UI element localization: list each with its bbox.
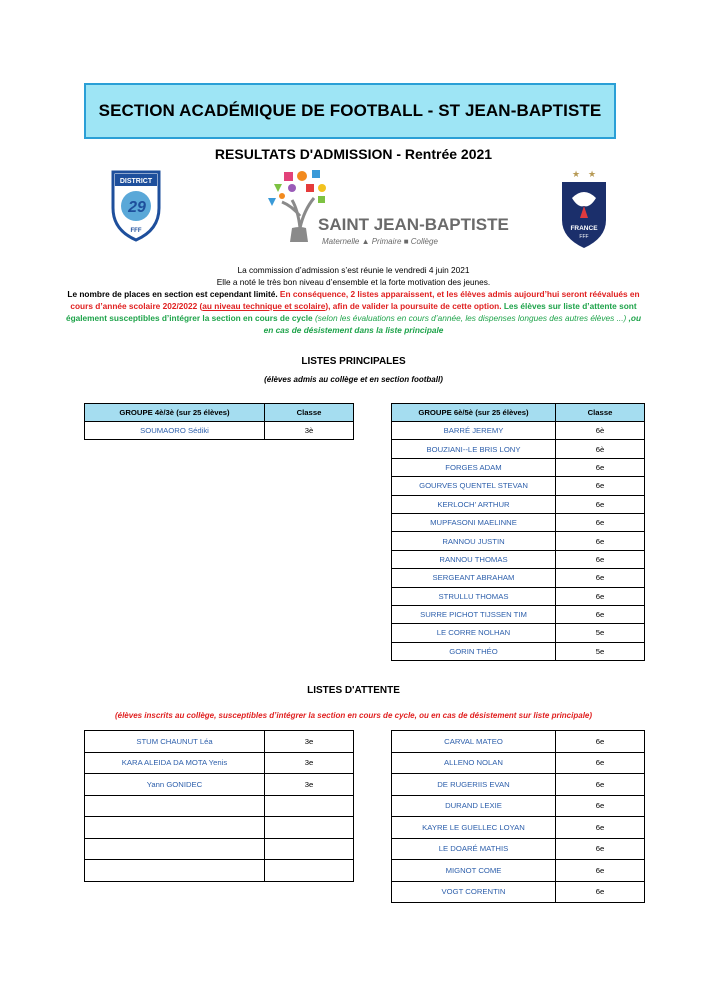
fff-logo-fff: FFF <box>579 234 589 240</box>
student-class: 3e <box>265 774 354 796</box>
table-row <box>392 795 645 817</box>
intro-text <box>60 264 647 336</box>
student-class: 6e <box>556 605 645 623</box>
student-class: 6e <box>556 881 645 903</box>
table-row <box>85 860 354 882</box>
student-class: 6e <box>556 587 645 605</box>
student-class: 6e <box>556 838 645 860</box>
school-logo-name: SAINT JEAN-BAPTISTE <box>318 215 509 234</box>
waiting-list-right <box>391 730 645 903</box>
student-name <box>85 860 265 882</box>
student-name: GOURVES QUENTEL STEVAN <box>392 477 556 495</box>
student-name: SERGEANT ABRAHAM <box>392 569 556 587</box>
intro-red-text-1: En conséquence, 2 listes apparaissent, et les élèves admis aujourd’hui seront réévalués en cours d’année scolaire 202/2022 ( <box>70 289 640 311</box>
district-logo-number: 29 <box>128 199 146 216</box>
waiting-lists-subtitle: (élèves inscrits au collège, susceptibles d’intégrer la section en cours de cycle, ou en cas de désistement sur liste principale) <box>114 711 593 720</box>
waiting-lists-title: LISTES D'ATTENTE <box>307 685 400 696</box>
table-row <box>85 838 354 860</box>
table-row <box>392 440 645 458</box>
district-logo <box>110 168 162 242</box>
table-row <box>392 752 645 774</box>
page-title: SECTION ACADÉMIQUE DE FOOTBALL - ST JEAN-BAPTISTE <box>98 101 602 120</box>
intro-limit-text: Le nombre de places en section est cependant limité. <box>67 289 278 299</box>
column-header-class: Classe <box>265 404 354 422</box>
student-name: RANNOU JUSTIN <box>392 532 556 550</box>
main-lists-title: LISTES PRINCIPALES <box>301 356 406 367</box>
column-header-group: GROUPE 6è/5è (sur 25 élèves) <box>392 404 556 422</box>
student-class: 6e <box>556 513 645 531</box>
student-name: FORGES ADAM <box>392 458 556 476</box>
student-class: 6e <box>556 795 645 817</box>
student-class <box>265 838 354 860</box>
intro-green-italic: (selon les évaluations en cours d’année, les dispenses longues des autres élèves ...) <box>312 313 627 323</box>
student-name: MIGNOT COME <box>392 860 556 882</box>
student-name: SOUMAORO Sédiki <box>85 422 265 440</box>
fff-logo <box>558 168 610 250</box>
student-class: 6e <box>556 569 645 587</box>
table-row <box>392 569 645 587</box>
waiting-list-left <box>84 730 354 882</box>
svg-text:★: ★ <box>571 170 581 180</box>
column-header-class: Classe <box>556 404 645 422</box>
student-class: 3e <box>265 752 354 774</box>
student-class: 6e <box>556 495 645 513</box>
table-header-row <box>392 404 645 422</box>
table-row <box>392 458 645 476</box>
student-class: 6e <box>556 731 645 753</box>
student-class: 3è <box>265 422 354 440</box>
student-class: 6e <box>556 458 645 476</box>
main-list-group-left <box>84 403 354 440</box>
table-row <box>392 532 645 550</box>
student-class <box>265 817 354 839</box>
table-row <box>392 642 645 660</box>
table-row <box>85 752 354 774</box>
student-class: 6è <box>556 422 645 440</box>
student-name: STRULLU THOMAS <box>392 587 556 605</box>
table-row <box>392 477 645 495</box>
intro-green-bold-italic: ,ou en cas de désistement dans la liste principale <box>263 313 642 335</box>
student-name: DURAND LEXIE <box>392 795 556 817</box>
column-header-group: GROUPE 4è/3è (sur 25 élèves) <box>85 404 265 422</box>
student-name: RANNOU THOMAS <box>392 550 556 568</box>
page-subtitle: RESULTATS D'ADMISSION - Rentrée 2021 <box>214 146 493 162</box>
student-class: 6e <box>556 532 645 550</box>
table-row <box>392 550 645 568</box>
table-row <box>392 731 645 753</box>
school-logo <box>262 166 509 254</box>
table-row <box>85 731 354 753</box>
page-title-banner <box>84 83 616 139</box>
student-class: 6e <box>556 774 645 796</box>
table-row <box>392 860 645 882</box>
intro-paragraph <box>60 288 647 336</box>
student-name: KERLOCH’ ARTHUR <box>392 495 556 513</box>
table-header-row <box>85 404 354 422</box>
student-class: 5e <box>556 624 645 642</box>
student-class: 6è <box>556 440 645 458</box>
table-row <box>85 795 354 817</box>
student-name: DE RUGERIIS EVAN <box>392 774 556 796</box>
table-row <box>392 817 645 839</box>
table-row <box>392 774 645 796</box>
table-row <box>392 495 645 513</box>
intro-line-2: Elle a noté le très bon niveau d’ensemble et la forte motivation des jeunes. <box>216 277 491 287</box>
student-name <box>85 795 265 817</box>
student-class: 6e <box>556 860 645 882</box>
student-name: LE CORRE NOLHAN <box>392 624 556 642</box>
svg-text:★: ★ <box>587 170 597 180</box>
table-row <box>85 774 354 796</box>
intro-red-text-2: ), afin de valider la poursuite de cette option. <box>325 301 502 311</box>
student-name <box>85 817 265 839</box>
table-row <box>392 624 645 642</box>
district-logo-text: DISTRICT <box>119 178 153 185</box>
student-class <box>265 795 354 817</box>
student-name: SURRE PICHOT TIJSSEN TIM <box>392 605 556 623</box>
table-row <box>392 587 645 605</box>
student-name: KARA ALEIDA DA MOTA Yenis <box>85 752 265 774</box>
student-name: ALLENO NOLAN <box>392 752 556 774</box>
student-name: BOUZIANI--LE BRIS LONY <box>392 440 556 458</box>
district-logo-fff: FFF <box>130 228 142 234</box>
student-class: 3e <box>265 731 354 753</box>
student-name: BARRÉ JEREMY <box>392 422 556 440</box>
student-name: LE DOARÉ MATHIS <box>392 838 556 860</box>
student-name: GORIN THÉO <box>392 642 556 660</box>
school-logo-tagline: Maternelle ▲ Primaire ■ Collège <box>322 237 438 246</box>
student-name: MUPFASONI MAELINNE <box>392 513 556 531</box>
table-row <box>392 513 645 531</box>
main-lists-subtitle: (élèves admis au collège et en section football) <box>264 375 443 384</box>
student-name <box>85 838 265 860</box>
table-row <box>85 422 354 440</box>
intro-green-bold: Les élèves sur liste d’attente sont également susceptibles d’intégrer la section en cours de cycle <box>65 301 637 323</box>
student-class: 6e <box>556 550 645 568</box>
table-row <box>392 881 645 903</box>
table-row <box>392 422 645 440</box>
intro-line-1: La commission d’admission s’est réunie le vendredi 4 juin 2021 <box>237 265 470 275</box>
intro-red-underlined: au niveau technique et scolaire <box>202 301 326 311</box>
student-name: CARVAL MATEO <box>392 731 556 753</box>
fff-logo-text: FRANCE <box>570 225 598 232</box>
student-class: 6e <box>556 752 645 774</box>
main-list-group-right <box>391 403 645 661</box>
student-name: VOGT CORENTIN <box>392 881 556 903</box>
student-class: 6e <box>556 477 645 495</box>
student-name: Yann GONIDEC <box>85 774 265 796</box>
table-row <box>392 605 645 623</box>
student-name: KAYRE LE GUELLEC LOYAN <box>392 817 556 839</box>
student-class: 6e <box>556 817 645 839</box>
student-class: 5e <box>556 642 645 660</box>
table-row <box>85 817 354 839</box>
student-name: STUM CHAUNUT Léa <box>85 731 265 753</box>
table-row <box>392 838 645 860</box>
student-class <box>265 860 354 882</box>
